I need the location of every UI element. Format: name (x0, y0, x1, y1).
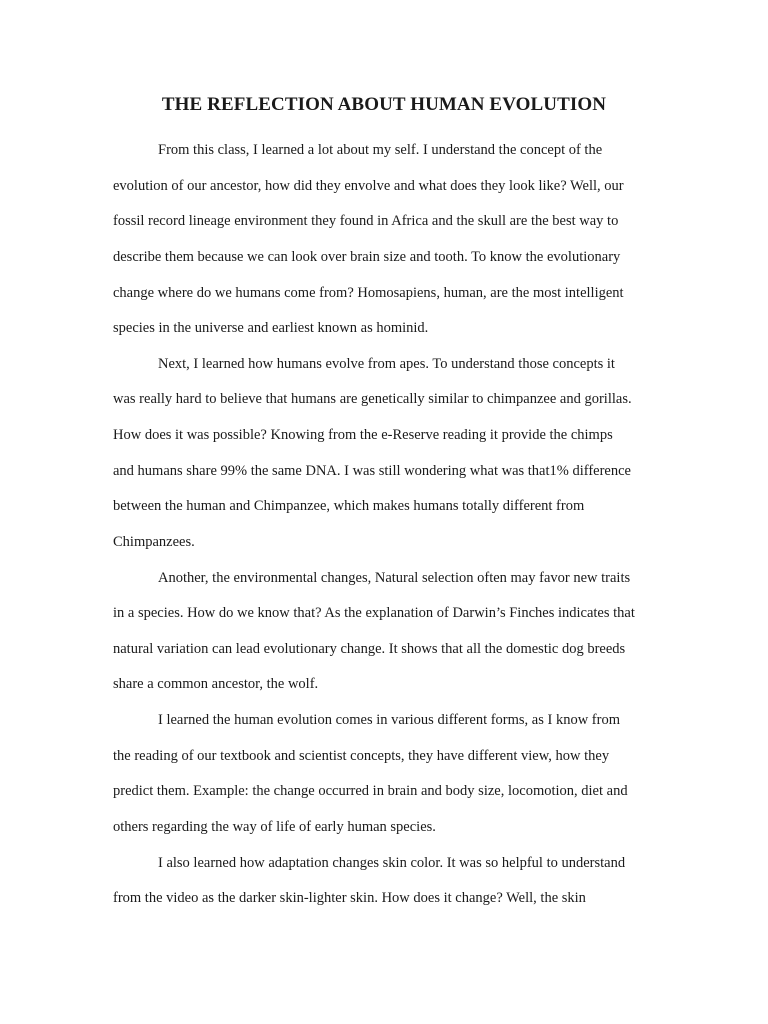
paragraph-2-line-6: Chimpanzees. (113, 534, 195, 550)
paragraph-2-line-4: and humans share 99% the same DNA. I was still wondering what was that1% difference (113, 463, 631, 479)
paragraph-1-line-3: fossil record lineage environment they found in Africa and the skull are the best way to (113, 213, 619, 229)
paragraph-2-line-1: Next, I learned how humans evolve from apes. To understand those concepts it (158, 356, 615, 372)
paragraph-4-line-2: the reading of our textbook and scientist concepts, they have different view, how they (113, 748, 610, 764)
paragraph-1-line-6: species in the universe and earliest known as hominid. (113, 320, 429, 336)
paragraph-4-line-1: I learned the human evolution comes in various different forms, as I know from (158, 712, 620, 728)
document-title: THE REFLECTION ABOUT HUMAN EVOLUTION (161, 94, 607, 115)
paragraph-4-line-4: others regarding the way of life of early human species. (113, 819, 436, 835)
paragraph-5-line-1: I also learned how adaptation changes skin color. It was so helpful to understand (158, 855, 626, 871)
paragraph-2-line-3: How does it was possible? Knowing from the e-Reserve reading it provide the chimps (113, 427, 613, 443)
paragraph-2-line-2: was really hard to believe that humans are genetically similar to chimpanzee and gorillas. (113, 391, 632, 407)
paragraph-1-line-1: From this class, I learned a lot about my self. I understand the concept of the (158, 142, 603, 158)
paragraph-1-line-5: change where do we humans come from? Homosapiens, human, are the most intelligent (113, 285, 624, 301)
paragraph-1-line-4: describe them because we can look over brain size and tooth. To know the evolutionary (113, 249, 621, 265)
paragraph-3-line-3: natural variation can lead evolutionary change. It shows that all the domestic dog breeds (113, 641, 626, 657)
paragraph-2-line-5: between the human and Chimpanzee, which makes humans totally different from (113, 498, 585, 514)
paragraph-5-line-2: from the video as the darker skin-lighter skin. How does it change? Well, the skin (113, 890, 586, 906)
paragraph-3-line-4: share a common ancestor, the wolf. (113, 676, 319, 692)
paragraph-3-line-1: Another, the environmental changes, Natural selection often may favor new traits (158, 570, 631, 586)
paragraph-3-line-2: in a species. How do we know that? As the explanation of Darwin’s Finches indicates that (113, 605, 635, 621)
paragraph-1-line-2: evolution of our ancestor, how did they envolve and what does they look like? Well, our (113, 178, 624, 194)
paragraph-4-line-3: predict them. Example: the change occurred in brain and body size, locomotion, diet and (113, 783, 628, 799)
